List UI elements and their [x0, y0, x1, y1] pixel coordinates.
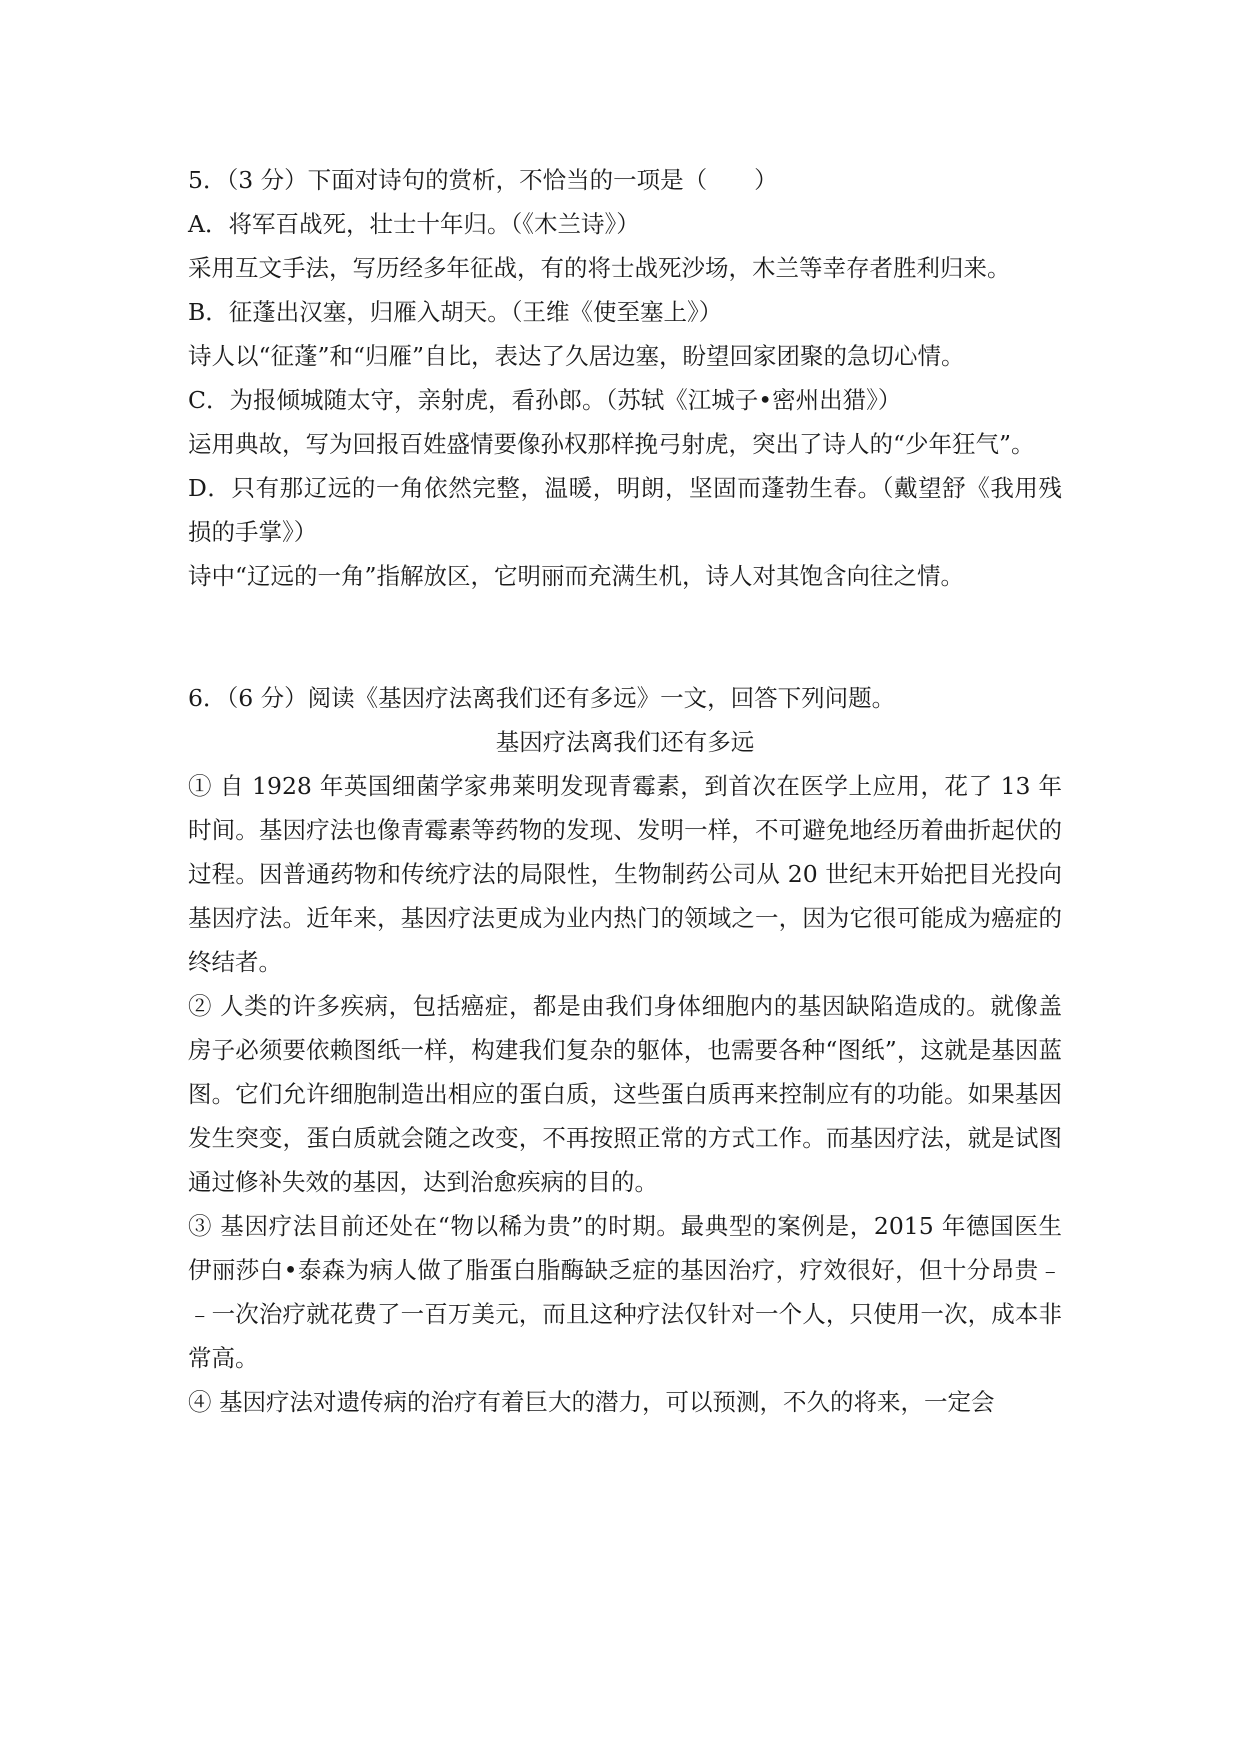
article-paragraph-4: ④ 基因疗法对遗传病的治疗有着巨大的潜力，可以预测，不久的将来，一定会 — [188, 1388, 995, 1416]
article-paragraph-2: ② 人类的许多疾病，包括癌症，都是由我们身体细胞内的基因缺陷造成的。就像盖房子必须要依赖图纸一样，构建我们复杂的躯体，也需要各种“图纸”，这就是基因蓝图。它们允许细胞制造出相应的蛋白质，这些蛋白质再来控制应有的功能。如果基因发生突变，蛋白质就会随之改变，不再按照正常的方式工作。而基因疗法，就是试图通过修补失效的基因，达到治愈疾病的目的。 — [188, 992, 1062, 1196]
option-c-analysis: 运用典故，写为回报百姓盛情要像孙权那样挽弓射虎，突出了诗人的“少年狂气”。 — [188, 430, 1035, 458]
article-title: 基因疗法离我们还有多远 — [495, 728, 755, 756]
article-paragraph-3: ③ 基因疗法目前还处在“物以稀为贵”的时期。最典型的案例是，2015 年德国医生伊丽莎白•泰森为病人做了脂蛋白脂酶缺乏症的基因治疗，疗效很好，但十分昂贵﹣﹣一次治疗就花费了一百万美元，而且这种疗法仅针对一个人，只使用一次，成本非常高。 — [188, 1212, 1062, 1372]
question-5-stem: 5．（3 分）下面对诗句的赏析，不恰当的一项是（ ） — [188, 166, 778, 194]
option-d-label: D．只有那辽远的一角依然完整，温暖，明朗，坚固而蓬勃生春。（戴望舒《我用残损的手掌》） — [188, 474, 1062, 546]
section-spacer — [188, 598, 1062, 676]
option-c-label: C．为报倾城随太守，亲射虎，看孙郎。（苏轼《江城子•密州出猎》） — [188, 386, 902, 414]
option-a-analysis: 采用互文手法，写历经多年征战，有的将士战死沙场，木兰等幸存者胜利归来。 — [188, 254, 1011, 282]
option-a-label: A．将军百战死，壮士十年归。（《木兰诗》） — [188, 210, 640, 238]
document-page — [188, 158, 1062, 1424]
option-b-analysis: 诗人以“征蓬”和“归雁”自比，表达了久居边塞，盼望回家团聚的急切心情。 — [188, 342, 965, 370]
option-d-analysis: 诗中“辽远的一角”指解放区，它明丽而充满生机，诗人对其饱含向往之情。 — [188, 562, 965, 590]
article-paragraph-1: ① 自 1928 年英国细菌学家弗莱明发现青霉素，到首次在医学上应用，花了 13 年时间。基因疗法也像青霉素等药物的发现、发明一样，不可避免地经历着曲折起伏的过程。因普通药物和传统疗法的局限性，生物制药公司从 20 世纪末开始把目光投向基因疗法。近年来，基因疗法更成为业内热门的领域之一，因为它很可能成为癌症的终结者。 — [188, 772, 1062, 976]
question-6-stem: 6．（6 分）阅读《基因疗法离我们还有多远》一文，回答下列问题。 — [188, 684, 896, 712]
option-b-label: B．征蓬出汉塞，归雁入胡天。（王维《使至塞上》） — [188, 298, 723, 326]
